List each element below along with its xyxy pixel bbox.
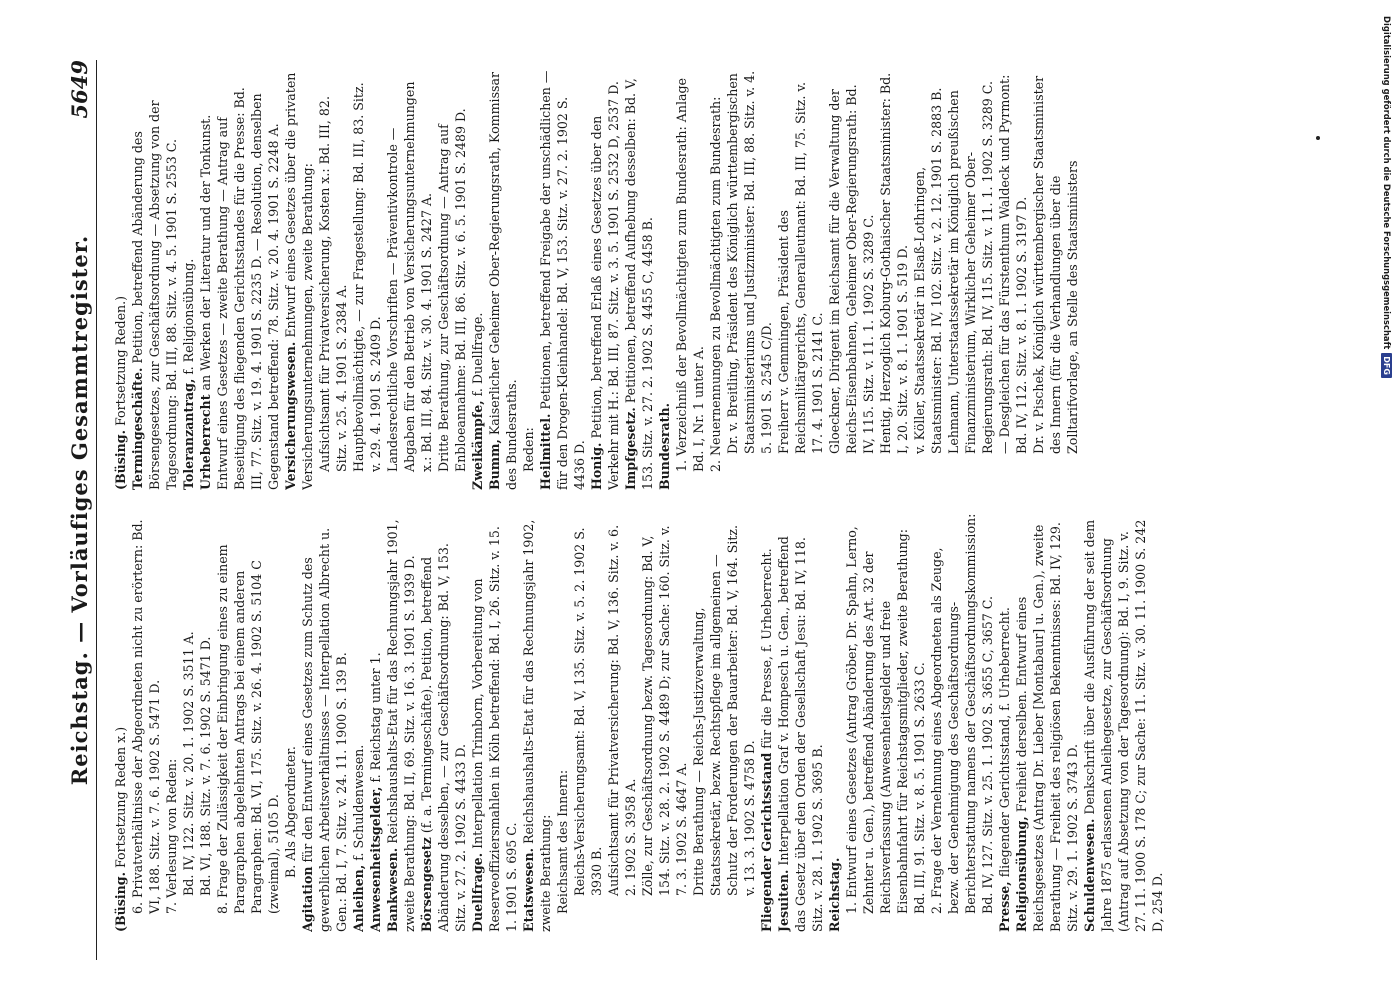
- entry-text: Reichsamt des Innern:: [555, 769, 570, 914]
- register-entry: [724, 70, 775, 490]
- entry-text: Lehmann, Unterstaatssekretär im Königlich preußischen Finanzministerium, Wirklicher Geheimer Ober-Regierungsrath: Bd. IV, 115. Sitz. v. 11. 1. 1902 S. 3289 C. — Desgleichen für das Fürstenthum Waldeck und Pyrmont: Bd. IV, 112. Sitz. v. 8. 1. 1902 S. 3197 D.: [946, 74, 1029, 454]
- register-entry: [129, 70, 180, 490]
- register-entry: [877, 70, 911, 490]
- entry-text: v. Köller, Staatssekretär in Elsaß-Lothringen, Staatsminister: Bd. IV, 102. Sitz. v. 2. 12. 1901 S. 2883 B.: [912, 87, 944, 454]
- register-entry: [775, 70, 826, 490]
- entry-text: 6. Privatverhältnisse der Abgeordneten nicht zu erörtern: Bd. VI, 188. Sitz. v. 7. 6. 1902 S. 5471 D.: [130, 519, 162, 914]
- register-entry: [826, 70, 877, 490]
- entry-heading: Bankwesen.: [385, 847, 400, 932]
- entry-heading: Bumm,: [487, 439, 502, 490]
- register-entry: [775, 512, 826, 932]
- entry-text: 7. Verlesung von Reden:: [164, 758, 179, 914]
- entry-text: Aufsichtsamt für Privatversicherung: Bd. V, 136. Sitz. v. 6. 2. 1902 S. 3958 A.: [606, 524, 638, 896]
- register-entry: [1013, 512, 1081, 932]
- register-entry: [826, 512, 843, 932]
- entry-heading: Duellfrage.: [470, 852, 485, 932]
- entry-heading: Heilmittel.: [538, 413, 553, 490]
- register-entry: [537, 70, 588, 490]
- entry-text: Interpellation Trimborn, Vorbereitung von Reserveoffiziersmahlen in Köln betreffend: Bd. I, 26. Sitz. v. 15. 1. 1901 S. 695 C.: [470, 526, 519, 932]
- register-entry: [945, 70, 1030, 490]
- register-entry: [554, 512, 571, 932]
- register-entry: [350, 512, 367, 932]
- register-entry: [435, 70, 469, 490]
- digitization-credit: [1381, 16, 1393, 486]
- register-entry: [350, 70, 384, 490]
- entry-text: Kaiserlicher Geheimer Ober-Regierungsrath, Kommissar des Bundesraths.: [487, 71, 519, 490]
- entry-heading: Etatswesen.: [521, 848, 536, 932]
- register-entry: [112, 512, 129, 932]
- register-entry: [316, 70, 350, 490]
- entry-heading: Agitation: [300, 866, 315, 932]
- entry-text: für die Presse, f. Urheberrecht.: [759, 548, 774, 753]
- entry-text: B. Als Abgeordneter.: [283, 746, 298, 878]
- register-entry: [843, 512, 928, 932]
- entry-heading: Religionsübung,: [1014, 816, 1029, 932]
- entry-text: 8. Frage der Zulässigkeit der Einbringung eines zu einem Paragraphen abgelehnten Antrags bei einem anderen Paragraphen: Bd. VI, 175. Sitz. v. 26. 4. 1902 S. 5104 C (zweimal), 5105 D.: [215, 544, 281, 914]
- register-entry: [384, 512, 418, 932]
- entry-text: 1. Verzeichniß der Bevollmächtigten zum Bundesrath: Anlage Bd. I, Nr. 1 unter A.: [674, 77, 706, 472]
- register-entry: [129, 512, 163, 932]
- entry-text: Reichs-Versicherungsamt: Bd. V, 135. Sitz. v. 5. 2. 1902 S. 3930 B.: [572, 527, 604, 896]
- entry-text: f. Reichstag unter 1.: [368, 652, 383, 787]
- entry-text: Gloeckner, Dirigent im Reichsamt für die Verwaltung der Reichs-Eisenbahnen, Geheimer Ober-Regierungsrath: Bd. IV, 115. Sitz. v. 11. 1. 1902 S. 3289 C.: [827, 84, 876, 454]
- entry-heading: Schuldenwesen.: [1082, 818, 1097, 932]
- entry-text: Freiheit derselben. Entwurf eines Reichsgesetzes (Antrag Dr. Lieber [Montabaur] u. Gen.), zweite Berathung — Freiheit des religiösen Bekenntnisses: Bd. IV, 129. Sitz. v. 29. 1. 1902 S. 3743 D.: [1014, 522, 1080, 932]
- entry-heading: Anwesenheitsgelder,: [368, 786, 383, 932]
- entry-text: Landesrechtliche Vorschriften — Präventivkontrole — Abgaben für den Betrieb von Versicherungsunternehmungen x.: Bd. III, 84. Sitz. v. 30. 4. 1901 S. 2427 A.: [385, 81, 434, 472]
- entry-text: Fortsetzung Reden.): [113, 295, 128, 431]
- register-entry: [1030, 70, 1081, 490]
- entry-heading: Bundesrath.: [657, 402, 672, 490]
- entry-text: Dritte Berathung — Reichs-Justizverwaltung, Staatssekretär, bezw. Rechtspflege im allgemeinen — Schutz der Forderungen der Bauarbeiter: Bd. V, 164. Sitz. v. 13. 3. 1902 S. 4758 D.: [691, 524, 757, 896]
- entry-text: Petition, betreffend Erlaß eines Gesetzes über den Verkehr mit H.: Bd. III, 87. Sitz. v. 3. 5. 1901 S. 2532 D, 2537 D.: [589, 81, 621, 490]
- entry-heading: Urheberrecht: [198, 394, 213, 490]
- register-entry: [520, 512, 554, 932]
- entry-heading: Toleranzantrag,: [181, 378, 196, 490]
- register-entry: [605, 512, 639, 932]
- entry-text: f. Schuldenwesen.: [351, 744, 366, 865]
- register-entry: [622, 70, 656, 490]
- entry-text: Reichshaushalts-Etat für das Rechnungsjahr 1901, zweite Berathung: Bd. II, 69. Sitz. v. 16. 3. 1901 S. 1939 D.: [385, 519, 417, 932]
- register-entry: [180, 70, 197, 490]
- credit-text: Digitalisierung gefördert durch die Deutsche Forschungsgemeinschaft: [1382, 16, 1392, 350]
- entry-text: f. Religionsübung.: [181, 258, 196, 379]
- entry-text: Aufsichtsamt für Privatversicherung, Kosten x.: Bd. III, 82. Sitz. v. 25. 4. 1901 S. 2384 A.: [317, 96, 349, 472]
- left-column: [112, 512, 1302, 932]
- register-entry: [639, 512, 690, 932]
- entry-text: Fortsetzung Reden x.): [113, 726, 128, 873]
- entry-heading: Jesuiten.: [776, 869, 791, 932]
- entry-heading: Zweikämpfe,: [470, 400, 485, 490]
- entry-heading: Presse,: [997, 881, 1012, 932]
- register-entry: [996, 512, 1013, 932]
- entry-heading: Fliegender Gerichtsstand: [759, 752, 774, 932]
- register-entry: [520, 70, 537, 490]
- entry-text: Hentig, Herzoglich Koburg-Gothaischer Staatsminister: Bd. I, 20. Sitz. v. 8. 1. 1901 S. 519 D.: [878, 72, 910, 454]
- entry-text: 1. Entwurf eines Gesetzes (Antrag Gröber, Dr. Spahn, Lerno, Zehnter u. Gen.), betreffend Abänderung des Art. 32 der Reichsverfassung (Anwesenheitsgelder und freie Eisenbahnfahrt für Reichstagsmitglieder, zweite Berathung: Bd. III, 91. Sitz. v. 8. 5. 1901 S. 2633 C.: [844, 526, 927, 914]
- entry-heading: Impfgesetz.: [623, 407, 638, 490]
- entry-text: Petition, betreffend Abänderung des Börsengesetzes, zur Geschäftsordnung — Absetzung von der Tagesordnung: Bd. III, 88. Sitz. v. 4. 5. 1901 S. 2553 C.: [130, 100, 179, 490]
- entry-text: (f. a. Termingeschäfte). Petition, betreffend Abänderung desselben, — zur Geschäftsordnung: Bd. V, 153. Sitz. v. 27. 2. 1902 S. 4433 D.: [419, 543, 468, 932]
- entry-text: für den Entwurf eines Gesetzes zum Schutz des gewerblichen Arbeitsverhältnisses — Interpellation Albrecht u. Gen.: Bd. I, 7. Sitz. v. 24. 11. 1900 S. 139 B.: [300, 527, 349, 932]
- dfg-logo: DFG: [1382, 353, 1393, 378]
- page-number: 5649: [67, 60, 92, 119]
- register-entry: [469, 70, 486, 490]
- entry-text: Reden:: [521, 427, 536, 472]
- entry-text: f. Duellfrage.: [470, 312, 485, 401]
- register-entry: [282, 70, 316, 490]
- entry-text: Zölle, zur Geschäftsordnung bezw. Tagesordnung: Bd. V, 154. Sitz. v. 28. 2. 1902 S. 4489 D; zur Sache: 160. Sitz. v. 7. 3. 1902 S. 4647 A.: [640, 525, 689, 896]
- register-entry: [384, 70, 435, 490]
- register-entry: [418, 512, 469, 932]
- register-entry: [486, 70, 520, 490]
- register-entry: [180, 512, 197, 932]
- entry-text: Hauptbevollmächtigte, — zur Fragestellung: Bd. III, 83. Sitz. v. 29. 4. 1901 S. 2409 D.: [351, 82, 383, 472]
- entry-heading: Termingeschäfte.: [130, 367, 145, 490]
- entry-text: 2. Frage der Vernehmung eines Abgeordneten als Zeuge, bezw. der Genehmigung des Geschäftsordnungs-Berichterstattung namens der Geschäftsordnungskommission: Bd. IV, 127. Sitz. v. 25. 1. 1902 S. 3655 C, 3657 C.: [929, 513, 995, 914]
- entry-heading: Honig.: [589, 442, 604, 490]
- entry-text: Bd. VI, 188. Sitz. v. 7. 6. 1902 S. 5471 D.: [198, 636, 213, 896]
- entry-text: Dritte Berathung, zur Geschäftsordnung — Antrag auf Enbloeannahme: Bd. III, 86. Sitz. v. 6. 5. 1901 S. 2489 D.: [436, 108, 468, 472]
- entry-text: 2. Neuernennungen zu Bevollmächtigten zum Bundesrath:: [708, 96, 723, 472]
- entry-text: Denkschrift über die Ausführung der seit dem Jahre 1875 erlassenen Anleihegesetze, zur Geschäftsordnung (Antrag auf Absetzung von der Tagesordnung): Bd. I, 9. Sitz. v. 27. 11. 1900 S. 178 C; zur Sache: 11. Sitz. v. 30. 11. 1900 S. 242 D, 254 D.: [1082, 519, 1165, 932]
- entry-text: Freiherr v. Gemmingen, Präsident des Reichsmilitärgerichts, Generalleutnant: Bd. III, 75. Sitz. v. 17. 4. 1901 S. 2141 C.: [776, 81, 825, 454]
- register-entry: [911, 70, 945, 490]
- entry-text: Reichshaushalts-Etat für das Rechnungsjahr 1902, zweite Berathung:: [521, 519, 553, 932]
- page-header: [60, 60, 97, 960]
- entry-text: Interpellation Graf v. Hompesch u. Gen., betreffend das Gesetz über den Orden der Gesellschaft Jesu: Bd. IV, 118. Sitz. v. 28. 1. 1902 S. 3695 B.: [776, 536, 825, 932]
- register-entry: [299, 512, 350, 932]
- entry-heading: (Büsing.: [113, 872, 128, 932]
- register-entry: [690, 512, 758, 932]
- entry-text: an Werken der Literatur und der Tonkunst. Entwurf eines Gesetzes — zweite Berathung — Antrag auf Beseitigung des fliegenden Gerichtsstandes für die Presse: Bd. III, 77. Sitz. v. 19. 4. 1901 S. 2235 D. — Resolution, denselben Gegenstand betreffend: 78. Sitz. v. 20. 4. 1901 S. 2248 A.: [198, 87, 281, 490]
- speck: [1316, 136, 1320, 140]
- register-entry: [588, 70, 622, 490]
- entry-text: Dr. v. Breitling, Präsident des Königlich württembergischen Staatsministeriums und Justizminister: Bd. III, 88. Sitz. v. 4. 5. 1901 S. 2545 C/D.: [725, 70, 774, 454]
- entry-text: Petitionen, betreffend Aufhebung desselben: Bd. V, 153. Sitz. v. 27. 2. 1902 S. 4455 C, 4458 B.: [623, 78, 655, 490]
- entry-text: fliegender Gerichtsstand, f. Urheberrecht.: [997, 607, 1012, 882]
- entry-text: Petitionen, betreffend Freigabe der unschädlichen — für den Drogen-Kleinhandel: Bd. V, 153. Sitz. v. 27. 2. 1902 S. 4436 D.: [538, 70, 587, 490]
- register-entry: [758, 512, 775, 932]
- entry-heading: Reichstag.: [827, 857, 842, 932]
- register-entry: [469, 512, 520, 932]
- entry-heading: Anleihen,: [351, 864, 366, 932]
- register-entry: [673, 70, 707, 490]
- running-title: Reichstag. — Vorläufiges Gesammtregister.: [67, 234, 92, 786]
- register-entry: [367, 512, 384, 932]
- register-entry: [707, 70, 724, 490]
- register-entry: [1081, 512, 1166, 932]
- register-entry: [656, 70, 673, 490]
- register-entry: [197, 512, 214, 932]
- entry-heading: (Büsing.: [113, 430, 128, 490]
- entry-text: Bd. IV, 122. Sitz. v. 20. 1. 1902 S. 3511 A.: [181, 631, 196, 896]
- register-entry: [112, 70, 129, 490]
- right-column: [112, 70, 1302, 490]
- register-entry: [282, 512, 299, 932]
- register-entry: [571, 512, 605, 932]
- entry-text: Entwurf eines Gesetzes über die privaten Versicherungsunternehmungen, zweite Berathung:: [283, 72, 315, 490]
- entry-heading: Versicherungswesen.: [283, 341, 298, 490]
- entry-text: Dr. v. Pischek, Königlich württembergischer Staatsminister des Innern (für die Verhandlungen über die Zolltarifvorlage, an Stelle des Staatsministers: [1031, 75, 1080, 454]
- register-entry: [214, 512, 282, 932]
- register-entry: [197, 70, 282, 490]
- register-entry: [163, 512, 180, 932]
- entry-heading: Börsengesetz: [419, 837, 434, 932]
- register-entry: [928, 512, 996, 932]
